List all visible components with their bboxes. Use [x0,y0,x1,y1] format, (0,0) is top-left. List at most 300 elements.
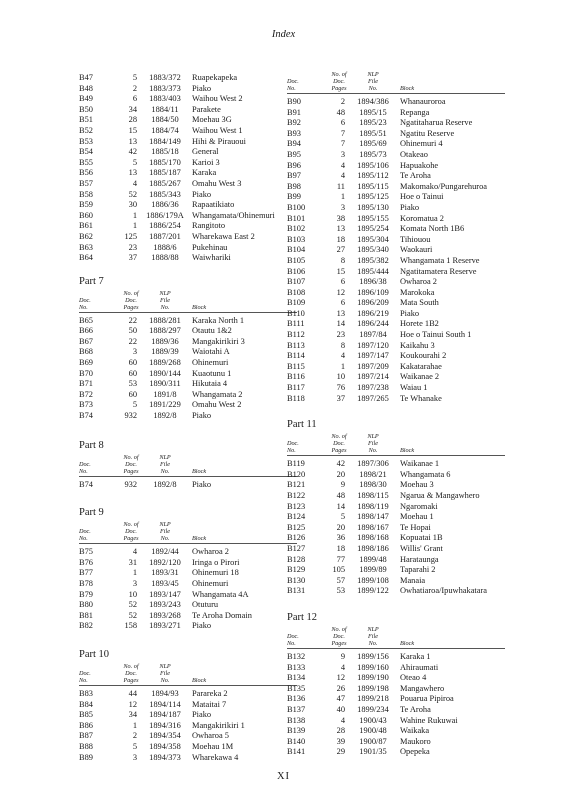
column-header-line [79,664,297,671]
page-count: 34 [128,710,137,720]
page-count: 76 [336,383,345,393]
block-name: Omahu West 3 [192,178,242,188]
nlp-file-number: 1886/179A [146,210,184,220]
index-row [79,326,297,337]
block-name: Waihou West 2 [192,94,243,104]
column-header-cell: No. [368,447,378,455]
page-count: 4 [340,662,345,672]
nlp-file-number: 1883/373 [149,83,181,93]
page-count: 3 [340,149,345,159]
page-count: 1 [132,221,137,231]
nlp-file-number: 1895/73 [359,149,387,159]
index-row [79,232,297,243]
page-count: 7 [340,128,345,138]
doc-number: B82 [79,621,93,631]
page-count: 38 [336,213,345,223]
doc-number: B52 [79,125,93,135]
block-name: Piako [192,189,212,199]
doc-number: B58 [79,189,93,199]
index-row [79,568,297,579]
page-count: 2 [132,731,137,741]
nlp-file-number: 1898/147 [357,512,389,522]
page-count: 53 [336,586,345,596]
block-name: Pouarua Pipiroa [400,694,454,704]
doc-number: B125 [287,522,306,532]
page-count: 1 [132,210,137,220]
doc-number: B126 [287,533,306,543]
page-count: 23 [128,242,137,252]
block-name: General [192,147,219,157]
left-column [79,73,297,763]
index-row [287,288,505,299]
doc-number: B56 [79,168,93,178]
nlp-file-number: 1884/50 [151,115,179,125]
page-count: 5 [340,512,345,522]
index-row [287,171,505,182]
column-header-cell: No. [368,639,378,647]
nlp-file-number: 1883/372 [149,73,181,82]
index-row [79,168,297,179]
nlp-file-number: 1899/190 [357,673,389,683]
doc-number: B54 [79,147,93,157]
doc-number: B120 [287,469,306,479]
doc-number: B91 [287,107,301,117]
page-count: 12 [336,287,345,297]
nlp-file-number: 1894/354 [149,731,181,741]
nlp-file-number: 1889/36 [151,336,179,346]
page-count: 3 [132,752,137,762]
block-name: Parareka 2 [192,688,228,698]
doc-number: B128 [287,554,306,564]
index-row [79,126,297,137]
part-10-heading: Part 10 [79,648,110,660]
doc-number: B95 [287,149,301,159]
column-header-cell: No. [287,85,296,92]
index-row [79,721,297,732]
doc-number: B111 [287,319,305,329]
nlp-file-number: 1883/403 [149,94,181,104]
doc-number: B101 [287,213,306,223]
page-count: 27 [336,245,345,255]
page-count: 39 [336,736,345,746]
page-count: 5 [132,73,137,82]
block-name: Oteao 4 [400,673,427,683]
page-count: 23 [336,330,345,340]
column-header-cell: No. [160,467,170,475]
page-count: 26 [336,683,345,693]
nlp-file-number: 1897/306 [357,459,389,469]
doc-number: B124 [287,512,306,522]
nlp-file-number: 1897/120 [357,340,389,350]
nlp-file-number: 1896/38 [359,277,387,287]
page-count: 30 [128,200,137,210]
nlp-file-number: 1896/244 [357,319,389,329]
block-name: Maukoro [400,736,431,746]
block-name: Karaka North 1 [192,315,245,325]
index-row [79,600,297,611]
nlp-file-number: 1890/311 [149,379,181,389]
page-count: 47 [336,694,345,704]
page-count: 14 [336,501,345,511]
page-count: 5 [132,400,137,410]
rows-continued-right [287,97,505,404]
page-count: 29 [336,747,345,757]
doc-number: B71 [79,379,93,389]
doc-number: B55 [79,157,93,167]
block-name: Whangamata 1 Reserve [400,255,480,265]
block-name: Whangamata 4A [192,589,249,599]
index-row [287,118,505,129]
nlp-file-number: 1885/187 [149,168,181,178]
doc-number: B93 [287,128,301,138]
doc-number: B100 [287,202,306,212]
column-header-cell: File [368,78,378,85]
doc-number: B86 [79,720,93,730]
column-header-cell: File [160,460,170,468]
doc-number: B79 [79,589,93,599]
page-count: 6 [340,277,345,287]
page-count: 1 [132,568,137,578]
index-row [79,547,297,558]
doc-number: B64 [79,253,93,263]
index-row [79,689,297,700]
block-name: Komata North 1B6 [400,224,465,234]
doc-number: B130 [287,575,306,585]
index-row [79,137,297,148]
column-header-cell: NLP [159,521,171,529]
block-name: Kuaotunu 1 [192,368,232,378]
block-name: Waikanae 1 [400,459,440,469]
part-8-rows [79,480,297,491]
nlp-file-number: 1897/214 [357,372,389,382]
block-name: Moehau 3 [400,480,434,490]
nlp-file-number: 1896/109 [357,287,389,297]
doc-number: B76 [79,557,93,567]
doc-number: B73 [79,400,93,410]
nlp-file-number: 1899/198 [357,683,389,693]
doc-number: B108 [287,287,306,297]
block-name: Marokoka [400,287,435,297]
doc-number: B80 [79,600,93,610]
page-count: 57 [336,575,345,585]
index-row [287,330,505,341]
block-name: Otuturu [192,600,219,610]
column-header-cell: Doc. [287,632,299,640]
column-header-cell: Doc. [287,78,299,85]
column-header-cell: Doc. [125,669,137,677]
column-header-line [79,291,297,298]
page-count: 60 [128,368,137,378]
column-header-cell: Block [192,468,207,475]
index-row [79,710,297,721]
nlp-file-number: 1898/167 [357,522,389,532]
index-row [287,459,505,470]
block-name: Moehau 3G [192,115,232,125]
column-header-cell: Doc. [79,528,91,536]
block-name: Iringa o Pirori [192,557,240,567]
block-name: Opepeka [400,747,430,757]
nlp-file-number: 1884/149 [149,136,181,146]
page-count: 3 [340,202,345,212]
index-row [79,347,297,358]
index-row [79,753,297,764]
column-header-cell: No. [79,467,88,475]
nlp-file-number: 1892/8 [153,411,177,421]
doc-number: B84 [79,699,93,709]
page-count: 20 [336,469,345,479]
column-header-cell: Block [400,640,415,647]
index-row [287,97,505,108]
nlp-file-number: 1898/115 [357,491,389,500]
nlp-file-number: 1896/209 [357,298,389,308]
block-name: Horete 1B2 [400,319,439,329]
nlp-file-number: 1901/35 [359,747,387,757]
part-9-rows [79,547,297,632]
block-name: Moehau 1 [400,512,434,522]
page-count: 42 [336,459,345,469]
column-header-cell [189,455,297,462]
header-rule [79,312,297,313]
index-row [287,470,505,481]
page-count: 40 [336,704,345,714]
block-name: Te Aroha [400,171,431,181]
block-name: Wharekawa East 2 [192,231,255,241]
nlp-file-number: 1895/106 [357,160,389,170]
column-header-cell: No. [79,676,88,684]
doc-number: B68 [79,347,93,357]
nlp-file-number: 1894/187 [149,710,181,720]
nlp-file-number: 1894/373 [149,752,181,762]
block-name: Whangamata/Ohinemuri [192,210,275,220]
index-row [287,267,505,278]
header-rule [79,543,297,544]
column-header-line [287,634,505,641]
page-count: 15 [336,266,345,276]
doc-number: B129 [287,565,306,575]
block-name: Piako [192,411,212,421]
column-header-cell: No. [160,676,170,684]
nlp-file-number: 1888/88 [151,253,179,263]
block-name: Wahine Rukuwai [400,715,458,725]
block-name: Ngatitamatera Reserve [400,266,477,276]
column-header [79,291,297,312]
page-count: 932 [124,411,137,421]
block-name: Owharoa 2 [192,547,229,557]
index-row [287,224,505,235]
nlp-file-number: 1898/119 [357,501,389,511]
column-header-cell: No. of [123,289,139,297]
nlp-file-number: 1895/23 [359,118,387,128]
nlp-file-number: 1888/297 [149,326,181,336]
doc-number: B78 [79,579,93,588]
page-count: 6 [132,94,137,104]
nlp-file-number: 1895/15 [359,107,387,117]
nlp-file-number: 1884/74 [151,125,179,135]
column-header-cell: No. of [123,521,139,529]
block-name: Waihou West 1 [192,125,243,135]
block-name: Moehau 1M [192,741,234,751]
doc-number: B122 [287,491,306,500]
block-name: Te Whanake [400,393,442,403]
column-header-cell: File [368,632,378,640]
doc-number: B141 [287,747,306,757]
page-count: 36 [336,533,345,543]
nlp-file-number: 1893/45 [151,579,179,588]
index-row [287,214,505,225]
column-header-cell: No. [79,535,88,543]
nlp-file-number: 1900/87 [359,736,387,746]
index-row [287,383,505,394]
column-header-cell: Pages [331,85,347,92]
column-header-line [287,72,505,79]
block-name: Ngarua & Mangawhero [400,491,480,500]
block-name: Parakete [192,104,221,114]
doc-number: B103 [287,234,306,244]
doc-number: B60 [79,210,93,220]
doc-number: B53 [79,136,93,146]
nlp-file-number: 1897/147 [357,351,389,361]
block-name: Ngaromaki [400,501,438,511]
index-row [287,277,505,288]
doc-number: B123 [287,501,306,511]
block-name: Waikanae 2 [400,372,440,382]
column-header [287,72,505,93]
doc-number: B133 [287,662,306,672]
column-header-cell: Pages [331,447,347,455]
block-name: Kopuatai 1B [400,533,443,543]
rows-continued-left [79,73,297,264]
index-row [287,565,505,576]
nlp-file-number: 1898/21 [359,469,387,479]
page-count: 11 [336,181,345,191]
page-count: 932 [124,479,137,489]
index-row [79,243,297,254]
block-name: Mata South [400,298,439,308]
column-header-cell: No. [79,303,88,311]
page-count: 20 [336,522,345,532]
column-header-cell: Doc. [333,440,345,448]
doc-number: B140 [287,736,306,746]
block-name: Mangakirikiri 3 [192,336,245,346]
doc-number: B69 [79,358,93,368]
block-name: Piako [192,83,212,93]
nlp-file-number: 1895/125 [357,192,389,202]
block-name: Koromatua 2 [400,213,444,223]
page-count: 15 [128,125,137,135]
nlp-file-number: 1897/209 [357,361,389,371]
column-header-line [287,627,505,634]
column-header-cell: No. of [331,433,347,441]
column-header-cell: Doc. [287,440,299,448]
index-row [79,621,297,632]
column-header-cell: Doc. [79,669,91,677]
index-row [79,316,297,327]
doc-number: B90 [287,97,301,106]
page-count: 44 [128,688,137,698]
doc-number: B66 [79,326,93,336]
doc-number: B105 [287,255,306,265]
block-name: Rapaatikiato [192,200,235,210]
column-header-cell [397,72,505,79]
index-row [79,369,297,380]
block-name: Karaka 1 [400,651,431,661]
column-header-cell: No. of [331,71,347,78]
index-row [79,337,297,348]
doc-number: B139 [287,726,306,736]
nlp-file-number: 1885/267 [149,178,181,188]
page-count: 22 [128,336,137,346]
page-count: 37 [336,393,345,403]
index-row [79,253,297,264]
column-header-cell: Pages [123,467,139,475]
nlp-file-number: 1893/268 [149,610,181,620]
page-header-title: Index [271,29,296,40]
block-name: Ngatitu Reserve [400,128,455,138]
doc-number: B132 [287,651,306,661]
block-name: Ngatitaharua Reserve [400,118,473,128]
column-header-line [287,86,505,93]
block-name: Hikutaia 4 [192,379,228,389]
column-header-cell: NLP [159,453,171,461]
doc-number: B47 [79,73,93,82]
index-row [287,512,505,523]
column-header-cell [189,529,297,536]
column-header-line [287,448,505,455]
block-name: Waiotahi A [192,347,230,357]
index-row [287,394,505,405]
nlp-file-number: 1899/48 [359,554,387,564]
column-header [287,434,505,455]
index-row [79,558,297,569]
column-header-cell [189,462,297,469]
nlp-file-number: 1899/156 [357,651,389,661]
doc-number: B65 [79,315,93,325]
header-rule [287,455,505,456]
column-header-cell: No. [287,639,296,647]
page-count: 7 [340,139,345,149]
nlp-file-number: 1893/243 [149,600,181,610]
nlp-file-number: 1894/316 [149,720,181,730]
column-header-line [287,434,505,441]
nlp-file-number: 1892/120 [149,557,181,567]
block-name: Whangamata 2 [192,389,243,399]
index-row [287,139,505,150]
index-row [287,684,505,695]
page-count: 4 [132,547,137,557]
block-name: Te Aroha [400,704,431,714]
block-name: Waiwhariki [192,253,231,263]
column-header-cell: Doc. [125,460,137,468]
doc-number: B57 [79,178,93,188]
block-name: Waikaka [400,726,430,736]
block-name: Piako [400,202,420,212]
index-row [79,147,297,158]
page-count: 34 [128,104,137,114]
doc-number: B98 [287,181,301,191]
page-count: 4 [340,160,345,170]
column-header-cell [189,664,297,671]
nlp-file-number: 1895/444 [357,266,389,276]
column-header-line [79,671,297,678]
page-count: 13 [336,308,345,318]
doc-number: B85 [79,710,93,720]
page-count: 8 [340,340,345,350]
column-header-cell: No. [160,303,170,311]
doc-number: B74 [79,411,93,421]
header-rule [79,476,297,477]
column-header-line [79,305,297,312]
block-name: Mangakirikiri 1 [192,720,245,730]
